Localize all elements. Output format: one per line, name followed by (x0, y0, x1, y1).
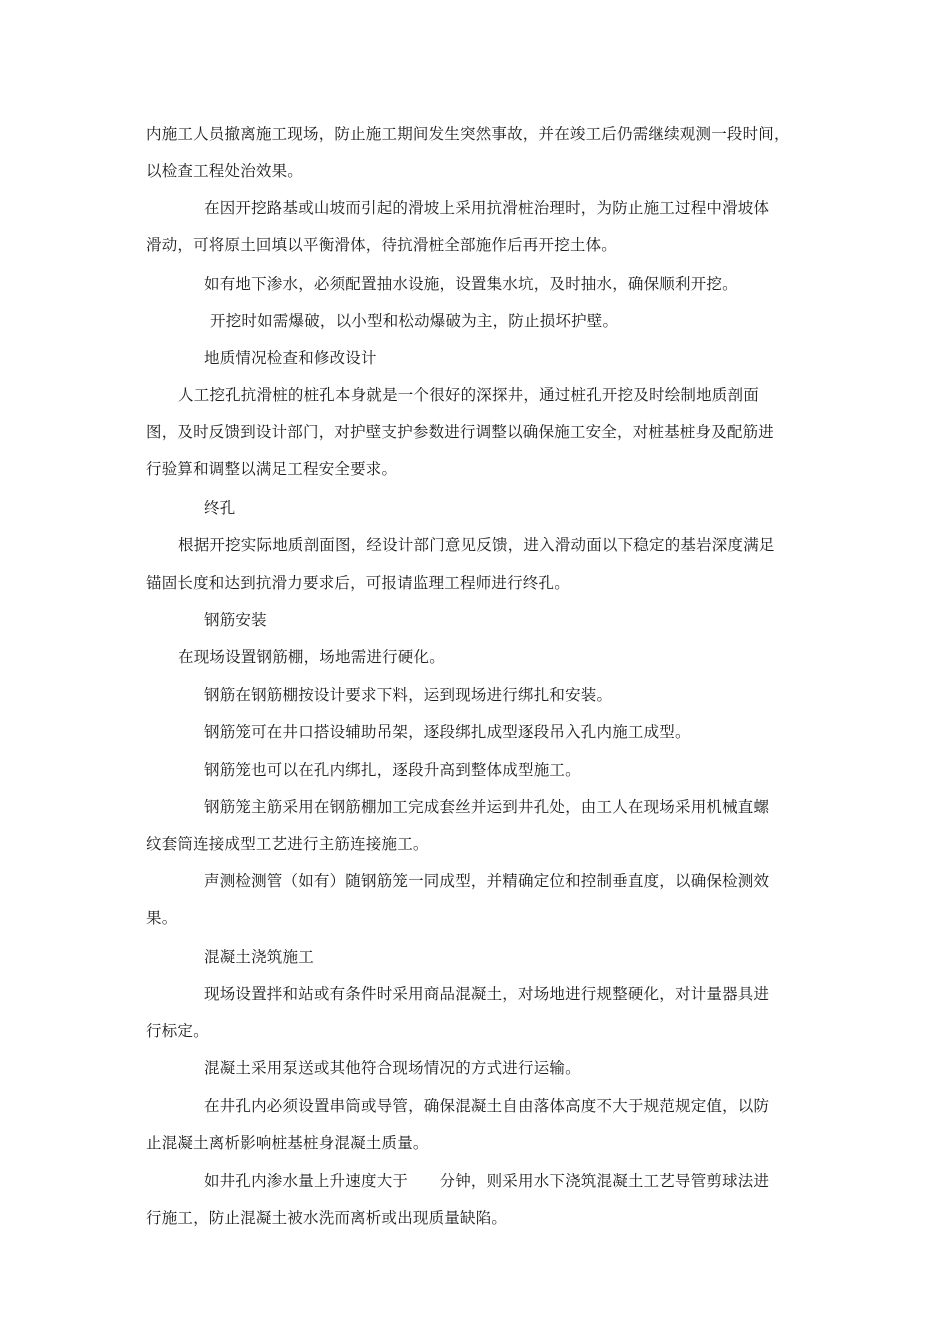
section-heading: 地质情况检查和修改设计 (204, 349, 377, 367)
text-line: 以检查工程处治效果。 (146, 162, 304, 180)
text-line: 在现场设置钢筋棚，场地需进行硬化。 (178, 648, 445, 666)
text-line: 钢筋笼可在井口搭设辅助吊架，逐段绑扎成型逐段吊入孔内施工成型。 (204, 723, 691, 741)
text-line: 行标定。 (146, 1022, 209, 1040)
text-line: 在井孔内必须设置串筒或导管，确保混凝土自由落体高度不大于规范规定值，以防 (204, 1097, 770, 1115)
text-line: 钢筋在钢筋棚按设计要求下料，运到现场进行绑扎和安装。 (204, 686, 613, 704)
text-line: 锚固长度和达到抗滑力要求后，可报请监理工程师进行终孔。 (146, 574, 570, 592)
text-line: 纹套筒连接成型工艺进行主筋连接施工。 (146, 835, 429, 853)
section-heading: 钢筋安装 (204, 611, 267, 629)
text-line: 在因开挖路基或山坡而引起的滑坡上采用抗滑桩治理时，为防止施工过程中滑坡体 (204, 199, 770, 217)
text-line: 果。 (146, 909, 178, 927)
text-line: 如有地下渗水，必须配置抽水设施，设置集水坑，及时抽水，确保顺利开挖。 (204, 275, 738, 293)
text-line: 钢筋笼也可以在孔内绑扎，逐段升高到整体成型施工。 (204, 761, 581, 779)
section-heading: 混凝土浇筑施工 (204, 948, 314, 966)
text-line: 根据开挖实际地质剖面图，经设计部门意见反馈，进入滑动面以下稳定的基岩深度满足 (178, 536, 775, 554)
text-line: 声测检测管（如有）随钢筋笼一同成型，并精确定位和控制垂直度，以确保检测效 (204, 872, 770, 890)
text-line: 混凝土采用泵送或其他符合现场情况的方式进行运输。 (204, 1059, 581, 1077)
text-line: 滑动，可将原土回填以平衡滑体，待抗滑桩全部施作后再开挖土体。 (146, 236, 618, 254)
text-line: 如井孔内渗水量上升速度大于 分钟，则采用水下浇筑混凝土工艺导管剪球法进 (204, 1172, 770, 1190)
text-line: 行验算和调整以满足工程安全要求。 (146, 460, 398, 478)
text-line: 钢筋笼主筋采用在钢筋棚加工完成套丝并运到井孔处，由工人在现场采用机械直螺 (204, 798, 770, 816)
text-line: 现场设置拌和站或有条件时采用商品混凝土，对场地进行规整硬化，对计量器具进 (204, 985, 770, 1003)
text-line: 行施工，防止混凝土被水洗而离析或出现质量缺陷。 (146, 1209, 508, 1227)
text-line: 止混凝土离析影响桩基桩身混凝土质量。 (146, 1134, 429, 1152)
text-line: 开挖时如需爆破，以小型和松动爆破为主，防止损坏护壁。 (210, 312, 619, 330)
text-line: 图，及时反馈到设计部门，对护壁支护参数进行调整以确保施工安全，对桩基桩身及配筋进 (146, 423, 775, 441)
section-heading: 终孔 (204, 499, 236, 517)
text-line: 内施工人员撤离施工现场，防止施工期间发生突然事故，并在竣工后仍需继续观测一段时间， (146, 125, 790, 143)
text-line: 人工挖孔抗滑桩的桩孔本身就是一个很好的深探井，通过桩孔开挖及时绘制地质剖面 (178, 386, 759, 404)
